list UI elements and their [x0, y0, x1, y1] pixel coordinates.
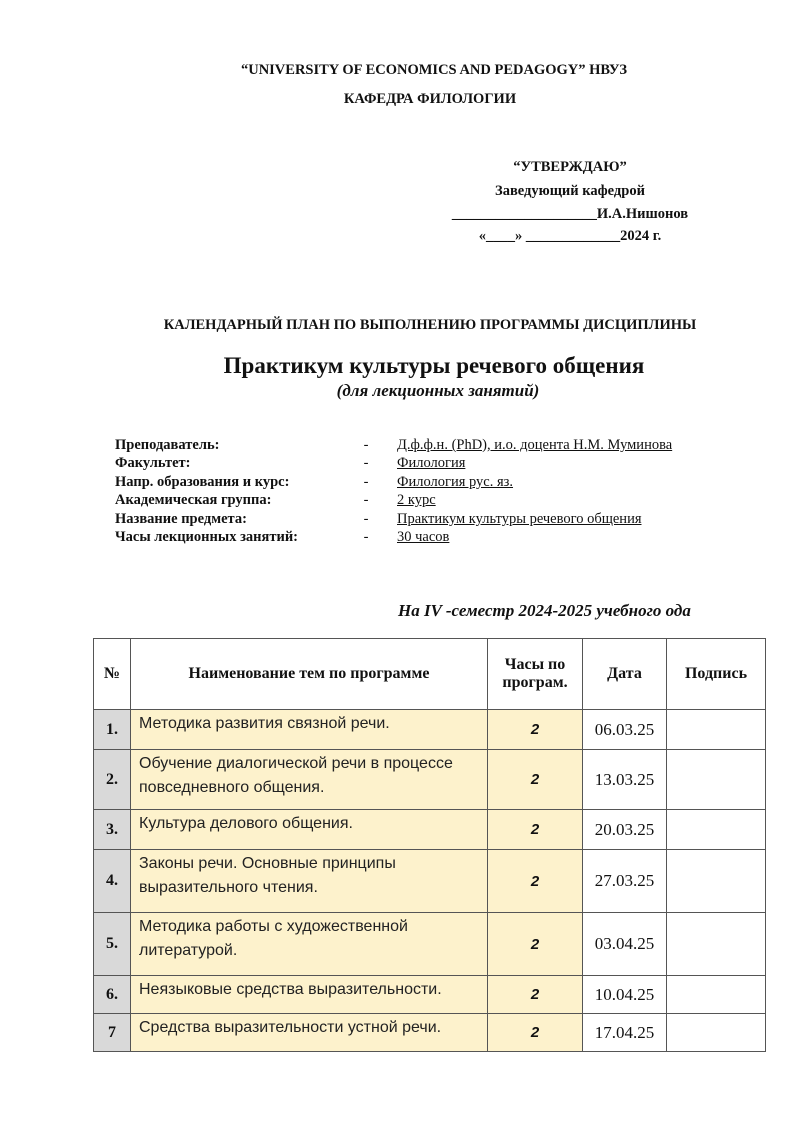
- row-hours: 2: [488, 913, 583, 976]
- info-label: Название предмета:: [115, 511, 247, 527]
- subject-title: Практикум культуры речевого общения: [223, 353, 645, 378]
- info-value: 30 часов: [397, 529, 450, 545]
- row-signature: [667, 850, 766, 913]
- row-topic: Методика работы с художественной литературой.: [131, 913, 488, 976]
- info-value: Филология рус. яз.: [397, 474, 514, 490]
- row-number: 7: [94, 1014, 131, 1052]
- row-topic: Законы речи. Основные принципы выразительного чтения.: [131, 850, 488, 913]
- info-value: Филология: [397, 455, 466, 471]
- row-number: 4.: [94, 850, 131, 913]
- department-name: КАФЕДРА ФИЛОЛОГИИ: [343, 91, 517, 107]
- header-hours: Часы по програм.: [488, 639, 583, 710]
- info-label: Часы лекционных занятий:: [115, 529, 298, 545]
- table-row: [94, 710, 766, 750]
- row-topic: Средства выразительности устной речи.: [131, 1014, 488, 1052]
- info-dash: -: [363, 455, 369, 471]
- header-topic: Наименование тем по программе: [131, 639, 488, 710]
- info-dash: -: [363, 474, 369, 490]
- table-row: [94, 913, 766, 976]
- row-date: 06.03.25: [583, 710, 667, 750]
- info-value: Практикум культуры речевого общения: [397, 511, 642, 527]
- table-row: [94, 810, 766, 850]
- row-hours: 2: [488, 1014, 583, 1052]
- row-signature: [667, 1014, 766, 1052]
- row-topic: Обучение диалогической речи в процессе повседневного общения.: [131, 750, 488, 810]
- info-value: Д.ф.ф.н. (PhD), и.о. доцента Н.М. Муминова: [397, 437, 673, 453]
- plan-title: КАЛЕНДАРНЫЙ ПЛАН ПО ВЫПОЛНЕНИЮ ПРОГРАММЫ ДИСЦИПЛИНЫ: [163, 317, 697, 333]
- info-value: 2 курс: [397, 492, 436, 508]
- row-hours: 2: [488, 976, 583, 1014]
- header-number: №: [94, 639, 131, 710]
- approval-date-line: «____» _____________2024 г.: [478, 228, 662, 244]
- info-dash: -: [363, 529, 369, 545]
- table-row: [94, 1014, 766, 1052]
- row-date: 17.04.25: [583, 1014, 667, 1052]
- row-date: 20.03.25: [583, 810, 667, 850]
- row-hours: 2: [488, 750, 583, 810]
- row-number: 2.: [94, 750, 131, 810]
- row-topic: Культура делового общения.: [131, 810, 488, 850]
- table-header-row: [94, 639, 766, 710]
- schedule-table: [93, 638, 766, 1052]
- approval-signature-line: ____________________И.А.Нишонов: [451, 206, 689, 222]
- table-row: [94, 750, 766, 810]
- row-number: 1.: [94, 710, 131, 750]
- row-signature: [667, 750, 766, 810]
- info-label: Академическая группа:: [115, 492, 272, 508]
- row-date: 13.03.25: [583, 750, 667, 810]
- approval-role: Заведующий кафедрой: [495, 183, 645, 199]
- row-topic: Методика развития связной речи.: [131, 710, 488, 750]
- row-signature: [667, 976, 766, 1014]
- info-label: Преподаватель:: [115, 437, 220, 453]
- row-number: 5.: [94, 913, 131, 976]
- info-dash: -: [363, 511, 369, 527]
- row-signature: [667, 913, 766, 976]
- row-signature: [667, 710, 766, 750]
- info-dash: -: [363, 492, 369, 508]
- header-date: Дата: [583, 639, 667, 710]
- row-signature: [667, 810, 766, 850]
- row-hours: 2: [488, 710, 583, 750]
- row-date: 03.04.25: [583, 913, 667, 976]
- table-row: [94, 850, 766, 913]
- subject-note: (для лекционных занятий): [336, 381, 540, 400]
- info-dash: -: [363, 437, 369, 453]
- table-row: [94, 976, 766, 1014]
- row-number: 3.: [94, 810, 131, 850]
- row-hours: 2: [488, 850, 583, 913]
- info-label: Факультет:: [115, 455, 191, 471]
- header-signature: Подпись: [667, 639, 766, 710]
- row-date: 27.03.25: [583, 850, 667, 913]
- row-topic: Неязыковые средства выразительности.: [131, 976, 488, 1014]
- info-label: Напр. образования и курс:: [115, 474, 290, 490]
- approval-title: “УТВЕРЖДАЮ”: [513, 159, 627, 175]
- row-date: 10.04.25: [583, 976, 667, 1014]
- row-hours: 2: [488, 810, 583, 850]
- semester-heading: На IV -семестр 2024-2025 учебного ода: [398, 601, 691, 620]
- university-name: “UNIVERSITY OF ECONOMICS AND PEDAGOGY” НВУЗ: [240, 62, 628, 78]
- row-number: 6.: [94, 976, 131, 1014]
